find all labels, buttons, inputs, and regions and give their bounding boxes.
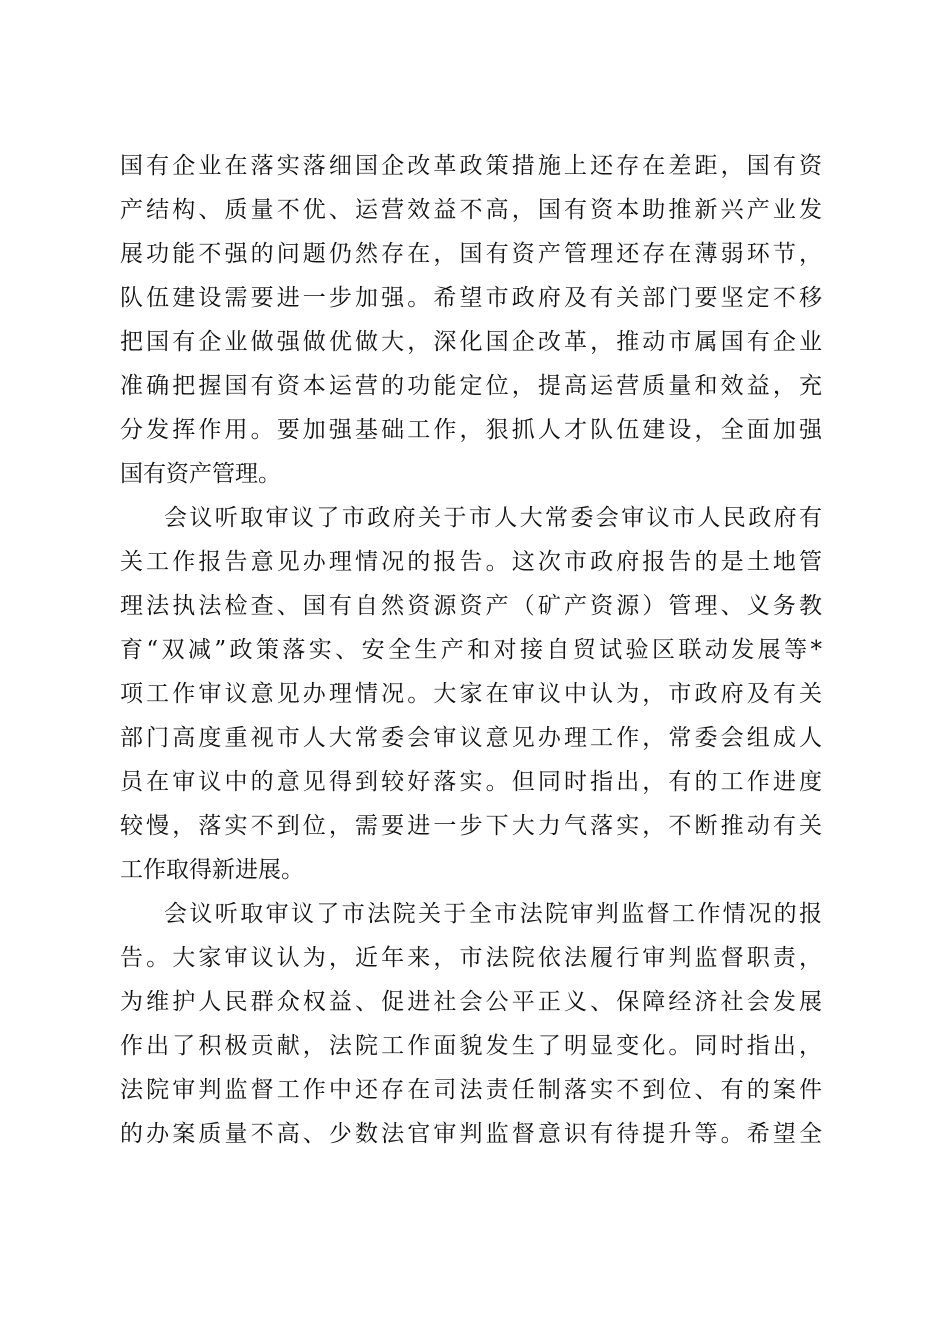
text-line: 为维护人民群众权益、促进社会公平正义、保障经济社会发展 [120, 989, 822, 1015]
text-line: 作出了积极贡献，法院工作面貌发生了明显变化。同时指出， [120, 1033, 822, 1059]
text-line: 较慢，落实不到位，需要进一步下大力气落实，不断推动有关 [120, 813, 822, 839]
text-line: 国有资产管理。 [120, 461, 281, 487]
text-line: 理法执法检查、国有自然资源资产（矿产资源）管理、义务教 [120, 593, 822, 619]
text-line: 的办案质量不高、少数法官审判监督意识有待提升等。希望全 [120, 1121, 822, 1147]
paragraph-1 [120, 144, 822, 496]
text-line: 法院审判监督工作中还存在司法责任制落实不到位、有的案件 [120, 1077, 822, 1103]
body-text [120, 144, 822, 1156]
text-line: 分发挥作用。要加强基础工作，狠抓人才队伍建设，全面加强 [120, 417, 822, 443]
text-line: 会议听取审议了市政府关于市人大常委会审议市人民政府有 [164, 505, 822, 531]
text-line: 育“双减”政策落实、安全生产和对接自贸试验区联动发展等* [120, 637, 822, 663]
text-line: 把国有企业做强做优做大，深化国企改革，推动市属国有企业 [120, 329, 822, 355]
text-line: 部门高度重视市人大常委会审议意见办理工作，常委会组成人 [120, 725, 822, 751]
paragraph-2 [120, 496, 822, 892]
text-line: 准确把握国有资本运营的功能定位，提高运营质量和效益，充 [120, 373, 822, 399]
text-line: 会议听取审议了市法院关于全市法院审判监督工作情况的报 [164, 901, 822, 927]
text-line: 关工作报告意见办理情况的报告。这次市政府报告的是土地管 [120, 549, 822, 575]
paragraph-3 [120, 892, 822, 1156]
text-line: 项工作审议意见办理情况。大家在审议中认为，市政府及有关 [120, 681, 822, 707]
text-line: 国有企业在落实落细国企改革政策措施上还存在差距，国有资 [120, 153, 822, 179]
text-line: 队伍建设需要进一步加强。希望市政府及有关部门要坚定不移 [120, 285, 822, 311]
text-line: 告。大家审议认为，近年来，市法院依法履行审判监督职责， [120, 945, 822, 971]
text-line: 展功能不强的问题仍然存在，国有资产管理还存在薄弱环节， [120, 241, 822, 267]
text-line: 产结构、质量不优、运营效益不高，国有资本助推新兴产业发 [120, 197, 822, 223]
text-line: 员在审议中的意见得到较好落实。但同时指出，有的工作进度 [120, 769, 822, 795]
text-line: 工作取得新进展。 [120, 857, 304, 883]
